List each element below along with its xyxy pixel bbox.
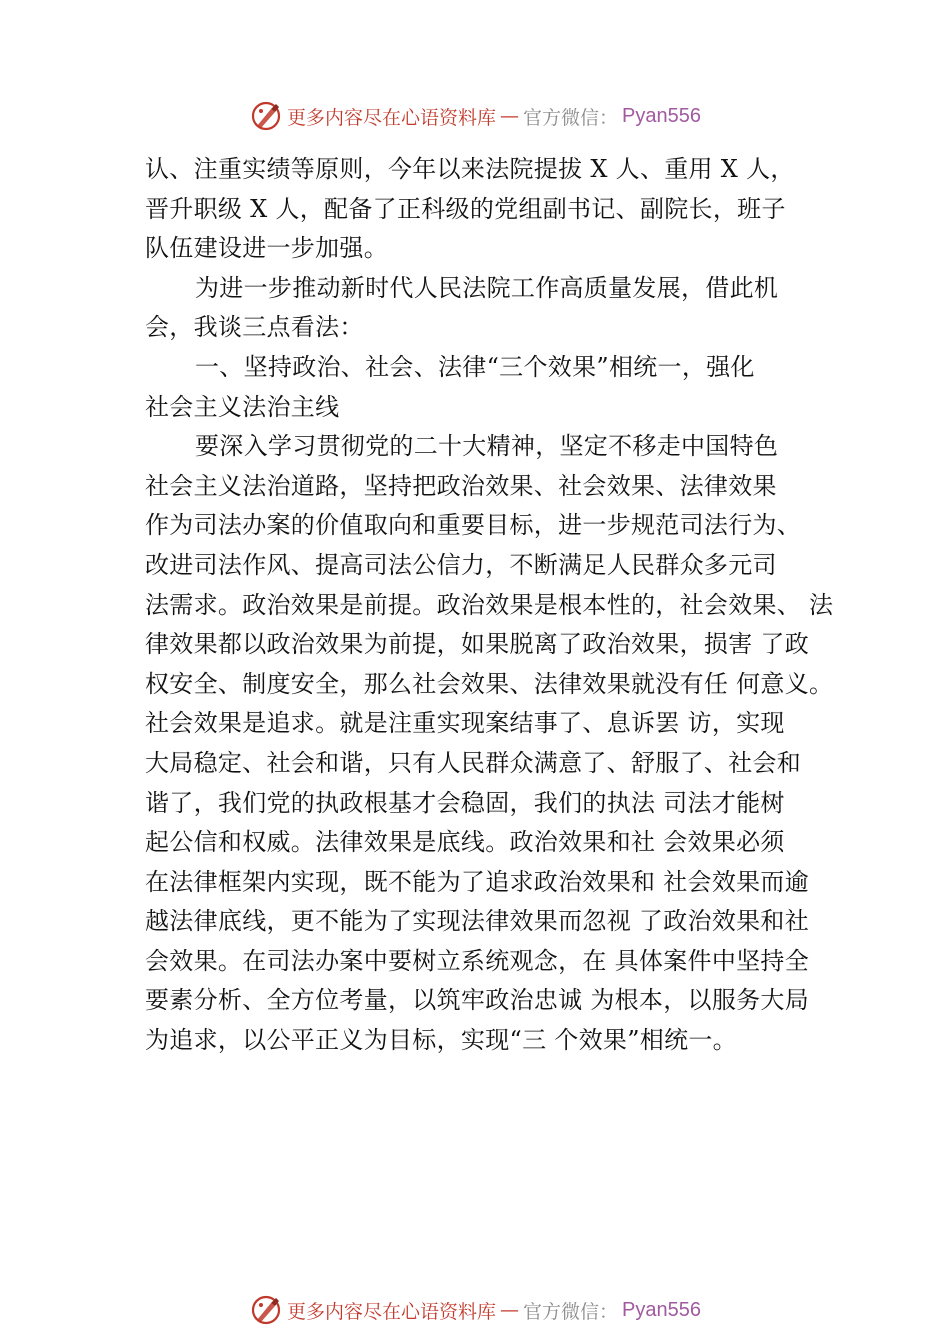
text-line: 权安全、制度安全，那么社会效果、法律效果就没有任 何意义。	[145, 669, 834, 698]
watermark-site-text: 更多内容尽在心语资料库	[287, 106, 497, 129]
watermark-wechat-label: 官方微信：	[523, 106, 619, 129]
pen-nib-circle-icon	[249, 99, 283, 133]
watermark-wechat-label: 官方微信：	[523, 1300, 619, 1323]
text-line: 为追求，以公平正义为目标，实现“三 个效果”相统一。	[145, 1026, 737, 1055]
text-line: 作为司法办案的价值取向和重要目标，进一步规范司法行为、	[145, 511, 802, 540]
text-line: 在法律框架内实现，既不能为了追求政治效果和 社会效果而逾	[145, 867, 810, 896]
footer-watermark	[0, 1290, 950, 1330]
paragraph-start-line: 要深入学习贯彻党的二十大精神，坚定不移走中国特色	[195, 432, 779, 461]
header-watermark	[0, 96, 950, 136]
document-body	[145, 150, 845, 1061]
text-line: 大局稳定、社会和谐，只有人民群众满意了、舒服了、社会和	[145, 748, 802, 777]
text-line: 起公信和权威。法律效果是底线。政治效果和社 会效果必须	[145, 828, 785, 857]
text-line: 法需求。政治效果是前提。政治效果是根本性的，社会效果、 法	[145, 590, 834, 619]
text-line: 会，我谈三点看法：	[145, 313, 364, 342]
text-line: 要素分析、全方位考量，以筑牢政治忠诚 为根本，以服务大局	[145, 986, 810, 1015]
text-line: 社会主义法治道路，坚持把政治效果、社会效果、法律效果	[145, 471, 777, 500]
section-heading-line: 一、坚持政治、社会、法律“三个效果”相统一，强化	[195, 352, 755, 381]
watermark-separator: —	[500, 1299, 520, 1321]
section-heading-line: 社会主义法治主线	[145, 392, 340, 421]
paragraph-start-line: 为进一步推动新时代人民法院工作高质量发展，借此机	[195, 273, 779, 302]
text-line: 晋升职级 X 人，配备了正科级的党组副书记、副院长，班子	[145, 194, 786, 223]
text-line: 越法律底线，更不能为了实现法律效果而忽视 了政治效果和社	[145, 907, 810, 936]
text-line: 社会效果是追求。就是注重实现案结事了、息诉罢 访，实现	[145, 709, 785, 738]
text-line: 认、注重实绩等原则，今年以来法院提拔 X 人、重用 X 人，	[145, 155, 795, 183]
text-line: 会效果。在司法办案中要树立系统观念，在 具体案件中坚持全	[145, 946, 810, 975]
watermark-site-text: 更多内容尽在心语资料库	[287, 1300, 497, 1323]
watermark-wechat-id: Pyan556	[622, 1298, 701, 1321]
text-line: 谐了，我们党的执政根基才会稳固，我们的执法 司法才能树	[145, 788, 785, 817]
text-line: 队伍建设进一步加强。	[145, 234, 388, 263]
text-line: 律效果都以政治效果为前提，如果脱离了政治效果，损害 了政	[145, 630, 810, 659]
watermark-separator: —	[500, 105, 520, 127]
text-line: 改进司法作风、提高司法公信力，不断满足人民群众多元司	[145, 550, 777, 579]
pen-nib-circle-icon	[249, 1293, 283, 1327]
watermark-wechat-id: Pyan556	[622, 104, 701, 127]
